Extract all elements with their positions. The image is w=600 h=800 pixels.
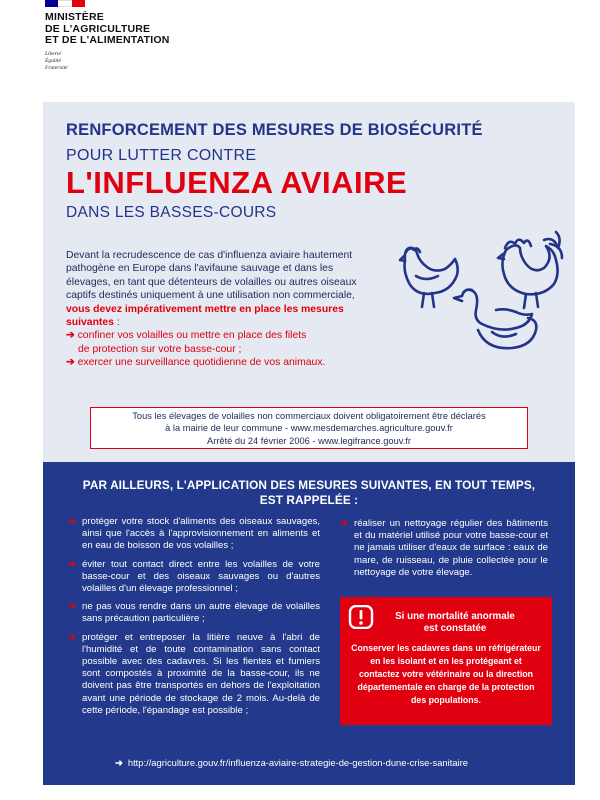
measure-text: ne pas vous rendre dans un autre élevage de volailles sans précaution particulière ; (82, 601, 320, 625)
arrow-icon: ➔ (68, 631, 77, 643)
notice-line: Arrêté du 24 février 2006 - www.legifrance.gouv.fr (207, 435, 411, 446)
title-main: L'INFLUENZA AVIAIRE (66, 165, 408, 200)
republic-motto: Liberté Égalité Fraternité (45, 51, 68, 71)
notice-line: Tous les élevages de volailles non commerciaux doivent obligatoirement être déclarés (132, 411, 486, 421)
measure-text: protéger et entreposer la litière neuve à l'abri de l'humidité et de toute contamination sans contact possible avec des cadavres. Si les fientes et fumiers sont compostés à proximité de la basse-cour, ils ne doivent pas être transportés en dehors de l'exploitation avant une période de stockage de 2 mois. Au-delà de cette période, l'épandage est possible ; (82, 631, 320, 716)
info-link-url[interactable]: http://agriculture.gouv.fr/influenza-aviaire-strategie-de-gestion-dune-crise-sanitaire (127, 757, 468, 768)
arrow-icon: ➔ (340, 518, 349, 529)
intro-colon: : (113, 317, 120, 329)
title-line-4: DANS LES BASSES-COURS (66, 204, 277, 221)
hen-icon (400, 248, 458, 307)
duck-icon (454, 290, 536, 349)
poultry-illustration (380, 228, 570, 353)
french-flag-icon (45, 0, 85, 7)
arrow-icon: ➔ (68, 601, 77, 613)
measures-right-column (340, 518, 548, 585)
notice-line: à la mairie de leur commune - www.mesdemarches.agriculture.gouv.fr (165, 423, 453, 434)
exclamation-icon (348, 605, 374, 629)
measures-left-column (68, 516, 320, 723)
rooster-icon (498, 232, 562, 308)
alert-body: Conserver les cadavres dans un réfrigérateur en les isolant et en les protégeant et contactez votre vétérinaire ou la direction départementale en charge de la protection des populations. (351, 643, 541, 705)
measure-text: éviter tout contact direct entre les volailles de votre basse-cour et des oiseaux sauvages ou d'autres volailles d'un élevage professionnel ; (82, 558, 320, 595)
measures-heading-line2: EST RAPPELÉE : (259, 493, 359, 507)
intro-bullet-line1: confiner vos volailles ou mettre en place des filets (77, 330, 307, 342)
alert-title-line2: est constatée (423, 623, 487, 634)
measure-item (68, 632, 320, 717)
intro-emphasis: vous devez impérativement mettre en place les mesures suivantes (66, 303, 344, 329)
arrow-icon: ➔ (68, 558, 77, 570)
arrow-icon: ➔ (66, 330, 75, 342)
title-line-1: RENFORCEMENT DES MESURES DE BIOSÉCURITÉ (66, 121, 483, 139)
arrow-icon: ➔ (66, 357, 75, 369)
measure-item (68, 559, 320, 596)
intro-bullet (66, 329, 376, 356)
measure-text: réaliser un nettoyage régulier des bâtiments et du matériel utilisé pour votre basse-cour et ne jamais utiliser d'eaux de surface : eaux de mare, de ruisseau, de pluie collectée pour le nettoyage de votre élevage. (354, 518, 548, 578)
intro-bullet-line2: de protection sur votre basse-cour ; (78, 343, 242, 355)
info-link[interactable] (115, 757, 468, 769)
measure-item (68, 516, 320, 553)
intro-bullet-line1: exercer une surveillance quotidienne de vos animaux. (77, 357, 326, 369)
alert-title-line1: Si une mortalité anormale (395, 611, 515, 622)
title-line-2: POUR LUTTER CONTRE (66, 147, 257, 164)
arrow-right-icon: ➜ (115, 757, 123, 768)
measure-item (68, 601, 320, 625)
measures-heading-line1: PAR AILLEURS, L'APPLICATION DES MESURES SUIVANTES, EN TOUT TEMPS, (82, 478, 536, 492)
intro-paragraph: Devant la recrudescence de cas d'influenza aviaire hautement pathogène en Europe dans l'avifaune sauvage et dans les élevages, en tant que détenteurs de volailles ou autres oiseaux captifs destinés uniquement à une utilisation non commerciale, (66, 250, 357, 302)
measure-item (340, 518, 548, 579)
measures-heading (80, 478, 538, 508)
intro-bullet (66, 356, 376, 369)
measure-text: protéger votre stock d'aliments des oiseaux sauvages, ainsi que l'accès à l'approvisionnement en aliments et en eau de boisson de vos volailles ; (82, 516, 320, 552)
alert-title (380, 611, 530, 635)
mortality-alert-box (340, 597, 552, 725)
intro-text (66, 249, 376, 370)
declaration-notice (90, 407, 528, 449)
arrow-icon: ➔ (68, 516, 77, 527)
ministry-name: MINISTÈRE DE L'AGRICULTURE ET DE L'ALIMENTATION (45, 11, 170, 46)
